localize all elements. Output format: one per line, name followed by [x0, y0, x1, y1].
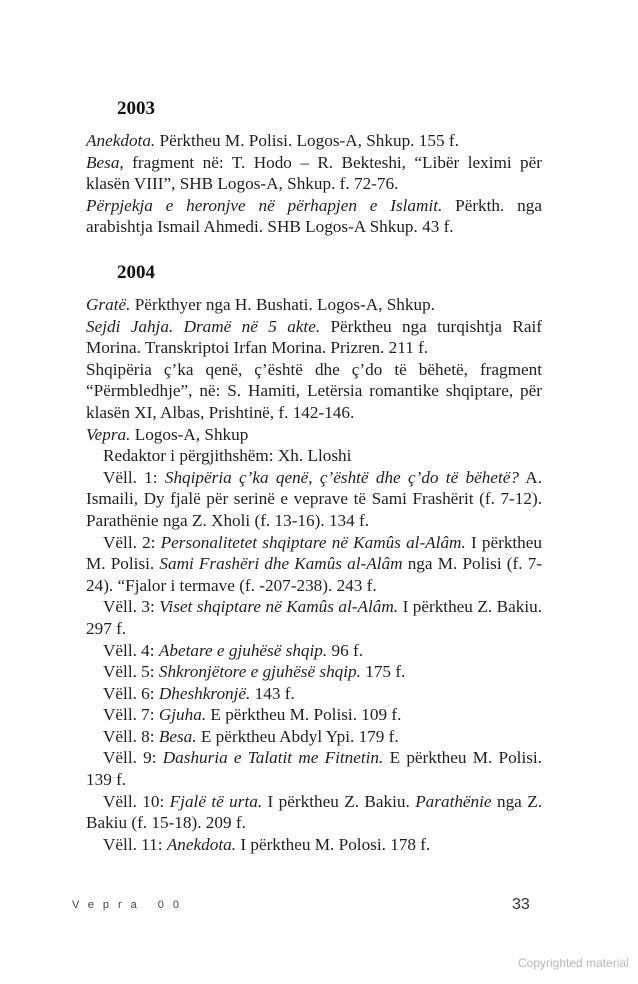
- volume-text: E përktheu Abdyl Ypi. 179 f.: [196, 726, 399, 746]
- volume-title: Abetare e gjuhësë shqip.: [158, 640, 328, 660]
- volume-subtitle: Sami Frashëri dhe Kamûs al-Alâm: [159, 554, 403, 574]
- volume-8: [86, 726, 542, 748]
- volume-label: Vëll. 10:: [103, 791, 170, 811]
- volume-title: Anekdota.: [166, 834, 237, 854]
- entries-2003: [86, 130, 542, 238]
- volume-title: Shkronjëtore e gjuhësë shqip.: [158, 662, 361, 682]
- volume-label: Vëll. 5:: [103, 662, 159, 682]
- volume-4: [86, 640, 542, 662]
- copyright-watermark: Copyrighted material: [518, 956, 629, 970]
- entry-sejdi-jahja: [86, 316, 542, 359]
- entry-text: Përktheu nga turqishtja Raif Morina. Transkriptoi Irfan Morina. Prizren. 211 f.: [86, 316, 542, 358]
- volume-label: Vëll. 1:: [103, 467, 165, 487]
- volume-label: Vëll. 3:: [103, 597, 160, 617]
- volume-3: [86, 596, 542, 639]
- volume-title: Besa.: [158, 726, 197, 746]
- volume-text: I përktheu Z. Bakiu. 297 f.: [86, 597, 542, 638]
- volume-label: Vëll. 8:: [103, 726, 159, 746]
- entry-text: Përktheu M. Polisi. Logos-A, Shkup. 155 f.: [155, 131, 459, 150]
- volume-text: 175 f.: [360, 662, 406, 682]
- entry-title: Anekdota.: [86, 131, 156, 150]
- running-footer-title: Vepra 00: [72, 899, 189, 911]
- entry-grate: [86, 294, 542, 316]
- volume-title: Dheshkronjë.: [158, 683, 251, 703]
- entry-title: Vepra.: [86, 424, 131, 444]
- entry-text: Përkthyer nga H. Bushati. Logos-A, Shkup.: [130, 295, 435, 314]
- volume-7: [86, 704, 542, 726]
- volume-text: E përktheu M. Polisi. 139 f.: [86, 748, 542, 790]
- entry-vepra: [86, 424, 542, 446]
- entry-text: fragment në: T. Hodo – R. Bekteshi, “Libër leximi për klasën VIII”, SHB Logos-A, Shkup. f. 72-76.: [86, 152, 542, 194]
- year-heading-2004: 2004: [117, 262, 155, 283]
- volume-title: Fjalë të urta.: [169, 791, 263, 811]
- entry-anekdota: [86, 130, 542, 152]
- volume-title: Shqipëria ç’ka qenë, ç’është dhe ç’do të bëhetë?: [164, 467, 519, 487]
- volume-text: A. Ismaili, Dy fjalë për serinë e veprave të Sami Frashërit (f. 7-12). Parathënie nga Z. Xholi (f. 13-16). 134 f.: [86, 467, 543, 530]
- entry-text: Shqipëria ç’ka qenë, ç’është dhe ç’do të bëhetë, fragment “Përmbledhje”, në: S. Hamiti, Letërsia romantike shqiptare, për klasën XI, Albas, Prishtinë, f. 142-146.: [86, 359, 542, 422]
- volume-text: I përktheu M. Polosi. 178 f.: [236, 834, 431, 854]
- entry-text: Redaktor i përgjithshëm: Xh. Lloshi: [103, 446, 352, 466]
- volume-text: I përktheu M. Polisi.: [86, 532, 542, 574]
- volume-subtitle: Parathënie: [415, 791, 492, 811]
- volume-title: Personalitetet shqiptare në Kamûs al-Alâm.: [160, 532, 466, 552]
- entry-text: Përkth. nga arabishtja Ismail Ahmedi. SHB Logos-A Shkup. 43 f.: [86, 195, 542, 237]
- volume-title: Viset shqiptare në Kamûs al-Alâm.: [159, 597, 399, 617]
- entry-besa-fragment: [86, 152, 542, 195]
- entry-perpjekja: [86, 195, 542, 238]
- volume-11: [86, 834, 542, 856]
- volume-text: E përktheu M. Polisi. 109 f.: [206, 705, 402, 725]
- entry-title: Besa,: [86, 152, 124, 172]
- volume-text: 143 f.: [250, 683, 295, 703]
- volume-label: Vëll. 9:: [103, 748, 163, 768]
- volume-6: [86, 683, 542, 705]
- entries-2004: [86, 294, 542, 855]
- volume-title: Dashuria e Talatit me Fitnetin.: [162, 748, 384, 768]
- volume-1: [86, 467, 542, 532]
- volume-text-2: nga M. Polisi (f. 7-24). “Fjalor i termave (f. -207-238). 243 f.: [86, 554, 543, 595]
- entry-shqiperia-fragment: [86, 359, 542, 424]
- volume-text-2: nga Z. Bakiu (f. 15-18). 209 f.: [86, 791, 542, 833]
- page-number: 33: [512, 896, 530, 913]
- entry-title: Sejdi Jahja. Dramë në 5 akte.: [86, 316, 321, 336]
- volume-text: 96 f.: [327, 640, 364, 660]
- volume-label: Vëll. 2:: [103, 532, 161, 552]
- entry-title: Përpjekja e heronjve në përhapjen e Islamit.: [86, 195, 443, 215]
- volume-label: Vëll. 7:: [103, 705, 159, 725]
- year-heading-2003: 2003: [117, 98, 155, 119]
- volume-9: [86, 747, 542, 790]
- volume-label: Vëll. 4:: [103, 640, 159, 660]
- volume-2: [86, 532, 542, 597]
- entry-text: Logos-A, Shkup: [130, 424, 249, 444]
- volume-text: I përktheu Z. Bakiu.: [262, 791, 416, 811]
- volume-10: [86, 791, 542, 834]
- volume-5: [86, 661, 542, 683]
- volume-label: Vëll. 11:: [103, 834, 167, 854]
- entry-redaktor: [86, 445, 542, 467]
- entry-title: Gratë.: [86, 295, 131, 314]
- volume-label: Vëll. 6:: [103, 683, 159, 703]
- volume-title: Gjuha.: [158, 705, 207, 725]
